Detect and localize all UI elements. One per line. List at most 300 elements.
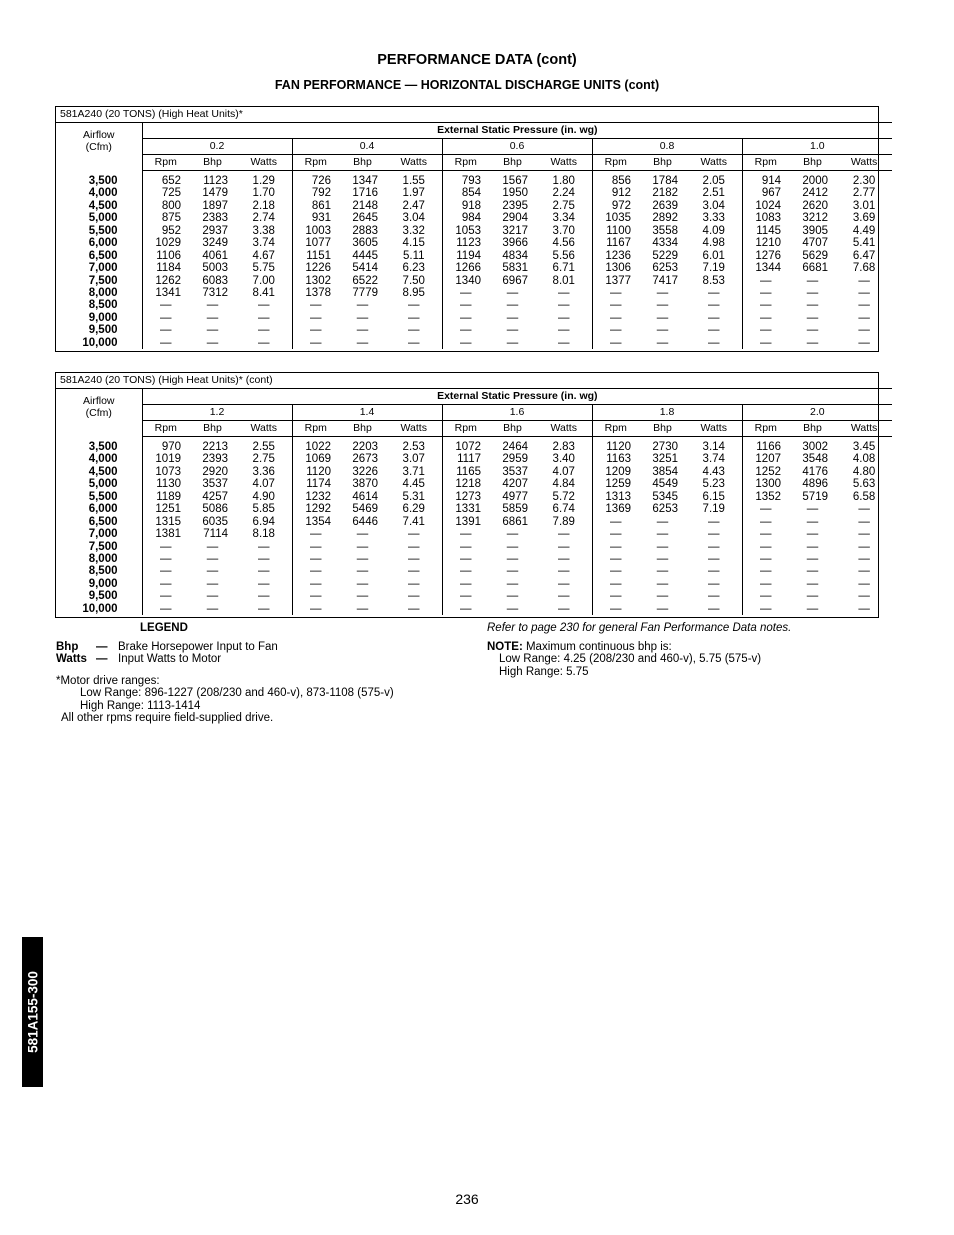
data-cell: 1151 [306, 249, 331, 262]
data-cell: 1072 [455, 441, 481, 454]
data-cell: — [536, 578, 592, 590]
data-cell: 854 [461, 187, 481, 200]
data-cell: 1207 [755, 453, 781, 466]
data-cell: — [686, 541, 742, 553]
airflow-cell: 4,500 [56, 200, 142, 212]
data-cell: 4257 [202, 490, 228, 503]
data-cell: — [760, 528, 772, 541]
data-cell: — [236, 541, 292, 553]
data-cell: 3605 [352, 237, 378, 250]
data-cell: 1236 [605, 249, 631, 262]
data-cell: 6.94 [236, 516, 292, 528]
data-cell: — [610, 577, 622, 590]
data-cell: — [386, 590, 442, 602]
data-cell: 3.70 [536, 225, 592, 237]
data-cell: — [206, 540, 219, 553]
airflow-cell: 4,500 [56, 466, 142, 478]
data-cell: 5.23 [686, 478, 742, 490]
data-cell: — [858, 602, 870, 615]
data-cell: — [760, 515, 772, 528]
data-cell: — [806, 590, 819, 603]
data-cell: 4.56 [536, 237, 592, 249]
pressure-group-header: 2.0 [742, 405, 892, 421]
data-cell: 4.15 [386, 237, 442, 249]
data-cell: 2937 [202, 224, 228, 237]
data-cell: — [760, 503, 772, 516]
data-cell: — [356, 565, 369, 578]
data-cell: — [460, 552, 472, 565]
airflow-cell: 10,000 [56, 337, 142, 349]
data-cell: — [206, 565, 219, 578]
data-cell: 2730 [652, 441, 678, 454]
data-cell: 652 [161, 175, 181, 188]
data-cell: 7.19 [686, 503, 742, 515]
data-cell: 3548 [802, 453, 828, 466]
data-cell: — [686, 312, 742, 324]
table-row [56, 324, 892, 336]
data-cell: 5.11 [386, 250, 442, 262]
data-cell: — [206, 590, 219, 603]
data-cell: — [536, 287, 592, 299]
data-cell: — [686, 603, 742, 615]
data-cell: — [506, 324, 519, 337]
data-cell: 2.47 [386, 200, 442, 212]
data-cell: 2.75 [236, 453, 292, 465]
data-cell: — [236, 578, 292, 590]
data-cell: 1210 [755, 237, 781, 250]
column-header-bhp: Bhp [639, 155, 686, 171]
data-cell: 3.14 [686, 441, 742, 453]
data-cell: 1262 [155, 274, 181, 287]
data-cell: 1.55 [386, 175, 442, 187]
data-cell: 1073 [155, 465, 181, 478]
airflow-cell: 3,500 [56, 441, 142, 453]
airflow-header [56, 389, 142, 437]
data-cell: 4614 [352, 490, 378, 503]
data-cell: 1130 [156, 478, 181, 491]
data-cell: 726 [311, 175, 331, 188]
table-row [56, 578, 892, 590]
data-cell: 3.45 [852, 441, 876, 454]
page-title: PERFORMANCE DATA (cont) [377, 52, 577, 68]
side-tab-label: 581A155-300 [25, 971, 40, 1053]
data-cell: — [760, 274, 772, 287]
legend-dash: — [96, 640, 108, 653]
data-cell: — [160, 590, 172, 603]
airflow-cell: 5,500 [56, 225, 142, 237]
data-cell: 2383 [202, 212, 228, 225]
table-row [56, 237, 892, 249]
data-cell: 2000 [802, 175, 828, 188]
data-cell: — [386, 565, 442, 577]
data-cell: — [460, 590, 472, 603]
data-cell: — [356, 528, 369, 541]
column-header-watts: Watts [236, 421, 292, 437]
data-cell: — [310, 565, 322, 578]
data-cell: 6.29 [386, 503, 442, 515]
column-header-watts: Watts [836, 421, 892, 437]
data-cell: 6446 [352, 515, 378, 528]
data-cell: — [656, 577, 669, 590]
data-cell: 1069 [305, 453, 331, 466]
column-header-rpm: Rpm [142, 421, 189, 437]
airflow-cell: 7,000 [56, 262, 142, 274]
data-cell: 967 [761, 187, 781, 200]
data-cell: — [310, 311, 322, 324]
data-cell: 2.30 [852, 175, 876, 188]
airflow-cell: 10,000 [56, 603, 142, 615]
data-cell: 5.72 [536, 491, 592, 503]
data-cell: — [656, 540, 669, 553]
data-cell: 2393 [202, 453, 228, 466]
data-cell: — [686, 578, 742, 590]
data-cell: — [806, 274, 819, 287]
data-cell: — [858, 503, 870, 516]
table-row [56, 262, 892, 274]
data-cell: — [656, 590, 669, 603]
data-cell: 4061 [202, 249, 228, 262]
data-cell: 4.84 [536, 478, 592, 490]
legend-term: Watts [56, 653, 87, 665]
data-cell: 2.05 [686, 175, 742, 187]
data-cell: — [760, 540, 772, 553]
data-cell: 3.04 [386, 212, 442, 224]
data-cell: 6681 [802, 262, 828, 275]
data-cell: 8.95 [386, 287, 442, 299]
data-cell: 4334 [652, 237, 678, 250]
data-cell: 1391 [455, 515, 481, 528]
data-cell: 4445 [352, 249, 378, 262]
table-row [56, 441, 892, 453]
data-cell: — [686, 516, 742, 528]
data-cell: — [206, 552, 219, 565]
data-cell: — [236, 565, 292, 577]
data-cell: — [610, 299, 622, 312]
data-cell: — [806, 528, 819, 541]
data-cell: — [760, 311, 772, 324]
data-cell: 5831 [502, 262, 528, 275]
data-cell: — [858, 590, 870, 603]
data-cell: 3.74 [686, 453, 742, 465]
data-cell: — [206, 311, 219, 324]
airflow-unit: (Cfm) [85, 141, 112, 153]
data-cell: — [686, 299, 742, 311]
data-cell: 3217 [502, 224, 528, 237]
data-cell: 7779 [352, 286, 378, 299]
data-cell: 4.49 [852, 224, 876, 237]
data-cell: 5.63 [852, 478, 876, 491]
data-cell: 6967 [502, 274, 528, 287]
airflow-cell: 9,000 [56, 578, 142, 590]
data-cell: 1784 [652, 175, 678, 188]
data-cell: 1306 [605, 262, 631, 275]
column-header-rpm: Rpm [442, 421, 489, 437]
page-subtitle: FAN PERFORMANCE — HORIZONTAL DISCHARGE UNITS (cont) [274, 78, 660, 92]
column-header-watts: Watts [686, 155, 742, 171]
column-header-watts: Watts [386, 155, 442, 171]
data-cell: — [506, 602, 519, 615]
data-cell: — [858, 528, 870, 541]
data-cell: 1123 [456, 237, 481, 250]
data-cell: 1100 [606, 224, 631, 237]
data-cell: — [610, 528, 622, 541]
data-cell: — [310, 324, 322, 337]
data-cell: 4549 [652, 478, 678, 491]
data-cell: 1029 [155, 237, 181, 250]
data-cell: — [536, 553, 592, 565]
data-cell: — [610, 590, 622, 603]
data-cell: — [686, 337, 742, 349]
data-cell: — [656, 552, 669, 565]
data-cell: — [686, 528, 742, 540]
data-cell: 3905 [802, 224, 828, 237]
data-cell: — [506, 565, 519, 578]
data-cell: — [858, 552, 870, 565]
data-cell: — [310, 336, 322, 349]
airflow-unit: (Cfm) [85, 407, 112, 419]
motor-drive-low: Low Range: 896-1227 (208/230 and 460-v), 873-1108 (575-v) [80, 687, 394, 699]
column-header-bhp: Bhp [189, 155, 236, 171]
data-cell: — [386, 578, 442, 590]
data-cell: 970 [161, 441, 181, 454]
column-header-rpm: Rpm [592, 155, 639, 171]
column-header-watts: Watts [536, 155, 592, 171]
data-cell: — [236, 603, 292, 615]
data-cell: — [506, 311, 519, 324]
data-cell: — [806, 540, 819, 553]
pressure-group-header: 0.4 [292, 139, 442, 155]
data-cell: 2639 [652, 199, 678, 212]
motor-drive-high: High Range: 1113-1414 [80, 699, 201, 712]
data-cell: — [686, 565, 742, 577]
data-cell: 1716 [352, 187, 378, 200]
data-cell: 3.33 [686, 212, 742, 224]
data-cell: 1167 [606, 237, 631, 250]
data-cell: 792 [311, 187, 331, 200]
data-cell: — [536, 603, 592, 615]
data-cell: 2.75 [536, 200, 592, 212]
data-cell: — [160, 552, 172, 565]
table-row [56, 312, 892, 324]
data-cell: — [806, 602, 819, 615]
data-cell: 5.41 [852, 237, 876, 250]
pressure-group-header: 1.0 [742, 139, 892, 155]
data-cell: 1341 [155, 286, 181, 299]
data-cell: 6.01 [686, 250, 742, 262]
note-label: NOTE: [487, 640, 523, 653]
data-cell: 1302 [305, 274, 331, 287]
data-cell: 6.47 [852, 249, 876, 262]
data-cell: 1347 [352, 175, 378, 188]
fan-performance-table-1 [55, 106, 879, 352]
column-header-bhp: Bhp [789, 155, 836, 171]
table-row [56, 565, 892, 577]
airflow-cell: 5,500 [56, 491, 142, 503]
data-cell: 6.23 [386, 262, 442, 274]
data-cell: — [806, 336, 819, 349]
data-cell: 2203 [352, 441, 378, 454]
data-cell: 5345 [652, 490, 678, 503]
data-cell: — [460, 565, 472, 578]
data-cell: 5.31 [386, 491, 442, 503]
table-caption-row [56, 373, 892, 389]
data-cell: — [806, 286, 819, 299]
performance-table [56, 373, 892, 615]
data-cell: — [206, 324, 219, 337]
column-header-rpm: Rpm [742, 155, 789, 171]
data-cell: — [236, 337, 292, 349]
data-cell: 793 [461, 175, 481, 188]
data-cell: 861 [311, 199, 331, 212]
column-header-bhp: Bhp [489, 155, 536, 171]
data-cell: — [310, 577, 322, 590]
data-cell: 2.77 [852, 187, 876, 200]
data-cell: 4.45 [386, 478, 442, 490]
max-bhp-note [487, 641, 877, 654]
column-header-row [56, 155, 892, 171]
table-row [56, 175, 892, 187]
table-row [56, 466, 892, 478]
data-cell: — [506, 577, 519, 590]
data-cell: 4.08 [852, 453, 876, 466]
column-header-watts: Watts [686, 421, 742, 437]
data-cell: 2148 [352, 199, 378, 212]
data-cell: — [236, 324, 292, 336]
note-low-range: Low Range: 4.25 (208/230 and 460-v), 5.75 (575-v) [499, 653, 762, 665]
data-cell: 2.53 [386, 441, 442, 453]
data-cell: — [236, 299, 292, 311]
data-cell: 1003 [305, 224, 331, 237]
data-cell: — [236, 553, 292, 565]
data-cell: 1184 [156, 262, 181, 275]
fan-performance-table-2 [55, 372, 879, 618]
table-row [56, 516, 892, 528]
data-cell: 1.70 [236, 187, 292, 199]
column-header-rpm: Rpm [142, 155, 189, 171]
column-header-bhp: Bhp [639, 421, 686, 437]
data-cell: — [806, 515, 819, 528]
data-cell: 3249 [202, 237, 228, 250]
data-cell: 7.00 [236, 275, 292, 287]
data-cell: — [610, 336, 622, 349]
table-row [56, 337, 892, 349]
data-cell: 4176 [802, 465, 828, 478]
column-header-rpm: Rpm [292, 155, 339, 171]
data-cell: — [858, 274, 870, 287]
data-cell: 2920 [202, 465, 228, 478]
table-row [56, 250, 892, 262]
airflow-cell: 3,500 [56, 175, 142, 187]
data-cell: 3.07 [386, 453, 442, 465]
data-cell: 952 [161, 224, 181, 237]
data-cell: — [460, 336, 472, 349]
esp-header-row [56, 389, 892, 405]
data-cell: 5629 [802, 249, 828, 262]
data-cell: 1163 [606, 453, 631, 466]
data-cell: 3.38 [236, 225, 292, 237]
data-cell: 1035 [605, 212, 631, 225]
data-cell: 1120 [606, 441, 631, 454]
table-row [56, 528, 892, 540]
data-cell: — [656, 324, 669, 337]
data-cell: — [610, 552, 622, 565]
data-cell: — [460, 311, 472, 324]
column-header-rpm: Rpm [292, 421, 339, 437]
data-cell: — [610, 565, 622, 578]
table-caption-row [56, 107, 892, 123]
data-cell: — [506, 299, 519, 312]
data-cell: — [656, 286, 669, 299]
data-cell: — [310, 528, 322, 541]
data-cell: — [656, 528, 669, 541]
data-cell: — [760, 577, 772, 590]
data-cell: 4.67 [236, 250, 292, 262]
data-cell: 1.29 [236, 175, 292, 187]
data-cell: — [160, 565, 172, 578]
data-cell: 1276 [755, 249, 781, 262]
note-text: Maximum continuous bhp is: [522, 640, 672, 653]
data-cell: 7.89 [536, 516, 592, 528]
data-cell: — [610, 286, 622, 299]
data-cell: 2.24 [536, 187, 592, 199]
data-cell: 3.71 [386, 466, 442, 478]
data-cell: 7.50 [386, 275, 442, 287]
data-cell: 2213 [202, 441, 228, 454]
data-cell: 1950 [502, 187, 528, 200]
data-cell: — [160, 336, 172, 349]
data-cell: — [386, 541, 442, 553]
data-cell: — [356, 336, 369, 349]
table-row [56, 212, 892, 224]
airflow-cell: 6,000 [56, 503, 142, 515]
data-cell: 5.75 [236, 262, 292, 274]
data-cell: 5.85 [236, 503, 292, 515]
column-header-bhp: Bhp [339, 421, 386, 437]
data-cell: 4207 [502, 478, 528, 491]
data-cell: — [160, 577, 172, 590]
airflow-cell: 5,000 [56, 478, 142, 490]
data-cell: 725 [161, 187, 181, 200]
data-cell: 7.19 [686, 262, 742, 274]
data-cell: — [206, 299, 219, 312]
data-cell: 3.40 [536, 453, 592, 465]
data-cell: 1331 [455, 503, 481, 516]
data-cell: 914 [761, 175, 781, 188]
data-cell: — [356, 324, 369, 337]
data-cell: 1174 [306, 478, 331, 491]
data-cell: 1567 [502, 175, 528, 188]
data-cell: — [686, 590, 742, 602]
data-cell: — [236, 590, 292, 602]
data-cell: — [356, 602, 369, 615]
data-cell: 1232 [305, 490, 331, 503]
table-row [56, 503, 892, 515]
data-cell: 5229 [652, 249, 678, 262]
legend-item-watts [56, 653, 476, 666]
pressure-group-header: 0.8 [592, 139, 742, 155]
data-cell: 3.74 [236, 237, 292, 249]
data-cell: 3.04 [686, 200, 742, 212]
data-cell: — [806, 503, 819, 516]
table-caption: 581A240 (20 TONS) (High Heat Units)* [56, 107, 892, 123]
performance-table [56, 107, 892, 349]
data-cell: — [386, 528, 442, 540]
data-cell: — [686, 553, 742, 565]
data-cell: 2673 [352, 453, 378, 466]
data-cell: 7.68 [852, 262, 876, 275]
data-cell: — [386, 299, 442, 311]
data-cell: 3854 [652, 465, 678, 478]
